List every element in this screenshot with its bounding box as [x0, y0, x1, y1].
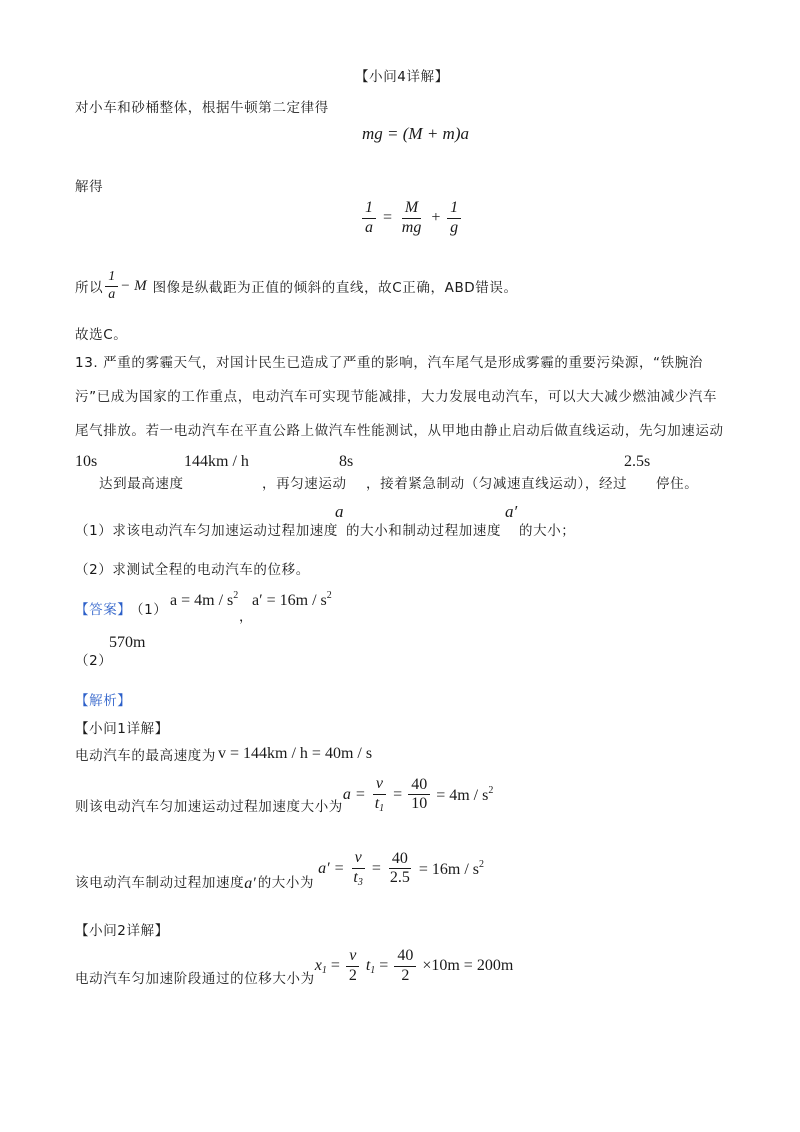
- answer-a-value: $a = 4m / s^2$: [170, 590, 239, 609]
- var-a: a: [335, 502, 344, 521]
- accel-line: 则该电动汽车匀加速运动过程加速度大小为 a = $\frac{v}{t_1}$ = $\frac{40}{10}$ = $4m / s^2$: [75, 774, 494, 815]
- brake-line: 该电动汽车制动过程加速度 a′ 的大小为 a′ = $\frac{v}{t_3}$ = $\frac{40}{2.5}$ = $16m / s^2$: [75, 848, 485, 892]
- q13-line1: 13. 严重的雾霾天气，对国计民生已造成了严重的影响，汽车尾气是形成雾霾的重要污染源，“铁腕治: [75, 355, 703, 371]
- answer-label: 【答案】: [75, 602, 132, 618]
- q13-text-c: ，接着紧急制动（匀减速直线运动），经过: [366, 476, 628, 492]
- speed-144: 144km / h: [184, 453, 249, 470]
- time-2-5s: 2.5s: [624, 453, 651, 470]
- answer-p1-prefix: （1）: [130, 602, 168, 618]
- speed-line: 电动汽车的最高速度为 v = 144km / h = 40m / s: [75, 745, 373, 764]
- part2-text: （2）求测试全程的电动汽车的位移。: [75, 562, 310, 578]
- displacement-line: 电动汽车匀加速阶段通过的位移大小为 $x_1$ = $\frac{v}{2}$ $t_1$ = $\frac{40}{2}$ ×10m = 200m: [75, 946, 514, 987]
- answer-comma: ，: [239, 609, 254, 625]
- part1-text-c: 的大小；: [519, 523, 576, 539]
- q13-line2: 污”已成为国家的工作重点，电动汽车可实现节能减排，大力发展电动汽车，可以大大减少燃油减少汽车: [75, 389, 718, 405]
- answer-a-prime-value: $a' = 16m / s^2$: [252, 590, 332, 609]
- part1-text-b: 的大小和制动过程加速度: [346, 523, 502, 539]
- sub4-intro: 对小车和砂桶整体，根据牛顿第二定律得: [75, 100, 329, 116]
- q13-text-a: 达到最高速度: [99, 476, 184, 492]
- q13-text-b: ，再匀速运动: [262, 476, 347, 492]
- part1-text-a: （1）求该电动汽车匀加速运动过程加速度: [75, 523, 338, 539]
- equation-newton: mg = (M + m)a: [362, 124, 469, 143]
- q13-line3: 尾气排放。若一电动汽车在平直公路上做汽车性能测试，从甲地由静止启动后做直线运动，先匀加速运动: [75, 423, 724, 439]
- time-8s: 8s: [339, 453, 354, 470]
- conclusion-line: 所以 $\frac{1}{a}$ − M 图像是纵截距为正值的倾斜的直线，故C正确，ABD错误。: [75, 269, 518, 302]
- sub2-heading: 【小问2详解】: [75, 923, 169, 939]
- answer-displacement: 570m: [109, 634, 146, 651]
- var-a-prime: a′: [505, 502, 518, 521]
- equation-reciprocal: $\frac{1}{a}$ = $\frac{M}{mg}$ + $\frac{1}{g}$: [360, 200, 463, 237]
- sub4-heading: 【小问4详解】: [355, 69, 449, 85]
- analysis-label: 【解析】: [75, 693, 132, 709]
- q13-text-d: 停住。: [656, 476, 699, 492]
- answer-p2-prefix: （2）: [75, 653, 113, 669]
- solve-label: 解得: [75, 179, 104, 195]
- time-10s: 10s: [75, 453, 98, 470]
- sub1-heading: 【小问1详解】: [75, 721, 169, 737]
- choose-c: 故选C。: [75, 327, 128, 343]
